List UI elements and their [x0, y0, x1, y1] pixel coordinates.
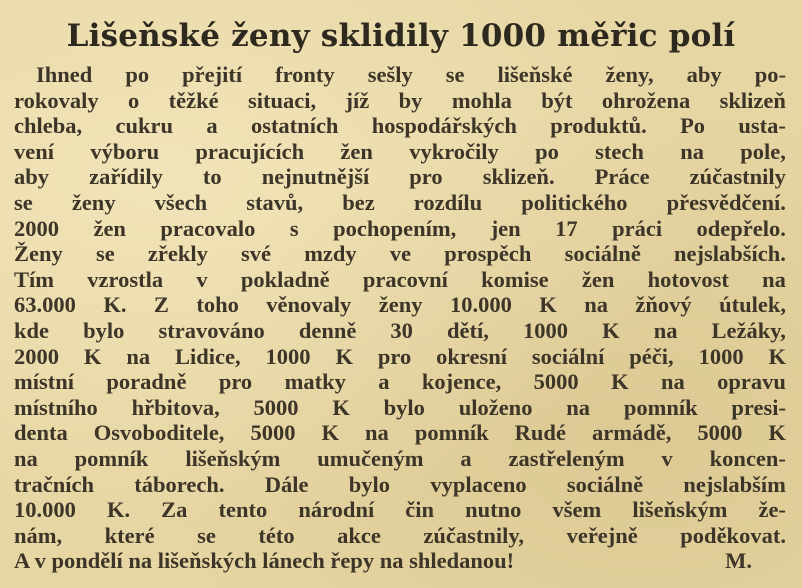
article-word: veřejně [566, 522, 638, 548]
article-word: dětí, [447, 317, 489, 343]
article-line [14, 446, 786, 472]
article-word: tračních [14, 471, 94, 497]
article-word: jen [490, 215, 521, 241]
article-word: nejslabších. [673, 241, 786, 267]
article-word: se [14, 189, 33, 215]
article-word: ve [389, 241, 412, 267]
article-word: okresní [436, 343, 507, 369]
article-word: Za [161, 497, 188, 523]
article-word: zřekly [147, 241, 208, 267]
article-word: pochopením, [333, 215, 457, 241]
article-word: opravu [717, 369, 786, 395]
article-word: své [241, 241, 272, 267]
article-word: lišeňské [497, 62, 573, 87]
article-word: místní [14, 369, 75, 395]
article-word: nejnutnější [261, 164, 370, 190]
article-word: hotovost [647, 266, 729, 292]
closing-sentence: A v pondělí na lišeňských lánech řepy na shledanou! [14, 548, 515, 574]
article-word: 1000 [698, 343, 744, 369]
article-word: pro [409, 164, 443, 190]
article-line [14, 369, 786, 395]
article-word: K [332, 394, 350, 420]
article-word: usta- [738, 113, 786, 139]
article-word: bez [342, 189, 375, 215]
article-word: 10.000 [14, 497, 76, 523]
article-word: a [460, 445, 472, 471]
article-word: péči, [629, 343, 674, 369]
article-word: že- [758, 497, 786, 523]
article-word: 5000 [533, 369, 579, 395]
article-word: K [539, 292, 557, 318]
article-word: 5000 [250, 420, 296, 446]
article-line [14, 88, 786, 114]
article-word: rozdílu [413, 189, 483, 215]
article-word: sociální [531, 343, 605, 369]
article-line [14, 292, 786, 318]
article-word: sklizeň [719, 87, 786, 113]
article-word: K [768, 420, 786, 446]
article-word: vení [14, 138, 55, 164]
article-word: pole, [740, 138, 786, 164]
article-word: koncen- [709, 445, 786, 471]
article-word: stravováno [158, 317, 265, 343]
article-word: chleba, [14, 113, 83, 139]
article-line [14, 190, 786, 216]
article-line [14, 420, 786, 446]
article-word: v [196, 266, 208, 292]
article-word: sociálně [564, 241, 641, 267]
article-word: na [762, 266, 786, 292]
article-word: Lidice, [175, 343, 241, 369]
article-word: všech [154, 189, 208, 215]
article-word: 30 [390, 317, 413, 343]
article-word: po- [754, 62, 786, 87]
article-word: stech [595, 138, 644, 164]
article-word: se [95, 241, 115, 267]
article-word: prospěch [444, 241, 532, 267]
article-word: Dále [264, 471, 309, 497]
article-word: pomník [414, 420, 489, 446]
article-line [14, 472, 786, 498]
article-word: presi- [731, 394, 786, 420]
article-word: pro [218, 369, 253, 395]
article-word: 63.000 [14, 292, 76, 318]
article-word: těžké [168, 87, 219, 113]
article-word: na [661, 369, 685, 395]
article-word: 1000 [265, 343, 311, 369]
article-word: kde [14, 317, 50, 343]
article-word: Ležáky, [711, 317, 786, 343]
article-word: K [321, 420, 340, 446]
article-word: žen [340, 138, 373, 164]
article-word: vzrostla [87, 266, 164, 292]
article-word: vyplaceno [430, 471, 527, 497]
article-line [14, 523, 786, 549]
article-word: pracujících [195, 138, 305, 164]
article-line [14, 241, 786, 267]
article-word: aby [14, 164, 50, 190]
article-word: K. [103, 292, 127, 318]
article-word: Tím [14, 266, 55, 292]
article-word: Po [680, 113, 706, 139]
article-word: fronty [275, 62, 335, 87]
article-word: čin [405, 497, 435, 523]
article-word: mzdy [304, 241, 357, 267]
article-word: Ženy [14, 241, 63, 267]
article-line [14, 267, 786, 293]
article-word: ženy, [605, 62, 654, 87]
article-word: K [602, 317, 620, 343]
article-word: této [258, 522, 295, 548]
article-word: pomník [623, 394, 698, 420]
article-word: politického [521, 189, 628, 215]
article-word: nám, [14, 522, 63, 548]
article-line [14, 139, 786, 165]
article-word: táborech. [134, 471, 225, 497]
article-word: Práce [594, 164, 650, 190]
article-word: zařídily [89, 164, 163, 190]
article-word: 5000 [697, 420, 743, 446]
article-word: 2000 [14, 343, 59, 369]
article-word: toho [196, 292, 239, 318]
article-word: stavů, [246, 189, 304, 215]
article-word: všem [552, 497, 602, 523]
article-word: na [126, 343, 151, 369]
article-word: na [584, 292, 608, 318]
article-word: komise [481, 266, 549, 292]
article-word: ženy [71, 189, 116, 215]
article-word: národní [298, 497, 375, 523]
article-word: sešly [367, 62, 413, 87]
article-word: Z [153, 292, 169, 318]
article-word: na [365, 420, 389, 446]
article-word: zúčastnily, [423, 522, 525, 548]
article-line [14, 62, 786, 88]
article-word: Rudé [514, 420, 566, 446]
article-word: jíž [345, 87, 370, 113]
article-word: o [128, 87, 140, 113]
article-word: pracovalo [160, 215, 256, 241]
article-headline: Lišeňské ženy sklidily 1000 měřic polí [66, 18, 736, 54]
article-word: po [535, 138, 559, 164]
article-word: lišeňským [185, 445, 281, 471]
article-word: v [661, 445, 673, 471]
article-word: 5000 [253, 394, 299, 420]
article-word: K [83, 343, 102, 369]
article-word: nutno [465, 497, 522, 523]
article-word: denně [298, 317, 357, 343]
article-word: s [289, 215, 299, 241]
article-line [14, 164, 786, 190]
article-word: hřbitova, [131, 394, 220, 420]
article-word: vykročily [409, 138, 499, 164]
article-word: aby [686, 62, 722, 87]
article-word: Osvoboditele, [93, 420, 225, 446]
article-word: pracovní [362, 266, 448, 292]
article-word: žen [581, 266, 615, 292]
article-word: se [197, 522, 216, 548]
article-word: matky [284, 369, 346, 395]
article-word: K [768, 343, 786, 369]
article-word: by [398, 87, 423, 113]
article-word: přesvědčení. [666, 189, 786, 215]
article-word: 1000 [522, 317, 568, 343]
article-word: hospodářských [371, 113, 517, 139]
article-word: a [206, 113, 218, 139]
article-word: žňový [635, 292, 692, 318]
article-word: kojence, [421, 369, 502, 395]
article-word: K [335, 343, 353, 369]
article-word: přejití [182, 62, 243, 87]
article-word: poděkovat. [680, 522, 786, 548]
article-line [14, 497, 786, 523]
article-word: zúčastnily [689, 164, 786, 190]
article-word: umučeným [317, 445, 424, 471]
article-word: produktů. [550, 113, 647, 139]
article-word: poradně [106, 369, 187, 395]
article-word: cukru [115, 113, 173, 139]
article-word: odepřelo. [696, 215, 786, 241]
article-word: na [14, 445, 38, 471]
article-word: věnovaly [266, 292, 352, 318]
article-word: být [541, 87, 573, 113]
article-word: bylo [383, 394, 425, 420]
article-word: akce [337, 522, 381, 548]
article-word: pro [377, 343, 412, 369]
article-word: 2000 [14, 215, 59, 241]
article-word: rokovaly [14, 87, 99, 113]
article-word: na [653, 317, 678, 343]
article-word: výboru [90, 138, 160, 164]
article-word: ženy [378, 292, 423, 318]
article-word: ostatních [250, 113, 339, 139]
article-word: uloženo [458, 394, 533, 420]
article-word: bylo [348, 471, 391, 497]
article-word: to [202, 164, 222, 190]
article-word: na [680, 138, 704, 164]
article-word: 17 [555, 215, 578, 241]
article-word: pokladně [240, 266, 330, 292]
article-word: místního [14, 394, 98, 420]
article-word: po [125, 62, 150, 87]
article-word: práci [612, 215, 663, 241]
article-line [14, 113, 786, 139]
article-word: situaci, [248, 87, 317, 113]
article-word: sklizeň. [482, 164, 555, 190]
article-line [14, 395, 786, 421]
article-word: Ihned [36, 62, 93, 87]
article-word: a [378, 369, 390, 395]
article-word: tento [218, 497, 268, 523]
article-word: které [104, 522, 155, 548]
article-word: 10.000 [449, 292, 512, 318]
article-word: na [566, 394, 591, 420]
article-word: ohrožena [601, 87, 691, 113]
article-word: nejslabším [683, 471, 786, 497]
article-last-line [14, 548, 786, 574]
article-word: sociálně [566, 471, 644, 497]
article-word: K [611, 369, 629, 395]
article-line [14, 318, 786, 344]
article-word: armádě, [591, 420, 672, 446]
article-word: lišeňským [632, 497, 728, 523]
article-word: žen [93, 215, 126, 241]
article-word: se [445, 62, 465, 87]
article-word: K. [106, 497, 131, 523]
article-word: denta [14, 420, 68, 446]
article-word: pomník [74, 445, 149, 471]
article-word: mohla [451, 87, 512, 113]
article-word: útulek, [719, 292, 786, 318]
article-line [14, 344, 786, 370]
article-body [14, 62, 786, 574]
article-line [14, 216, 786, 242]
article-word: zastřeleným [508, 445, 625, 471]
article-word: bylo [83, 317, 125, 343]
author-signature: M. [725, 548, 752, 574]
